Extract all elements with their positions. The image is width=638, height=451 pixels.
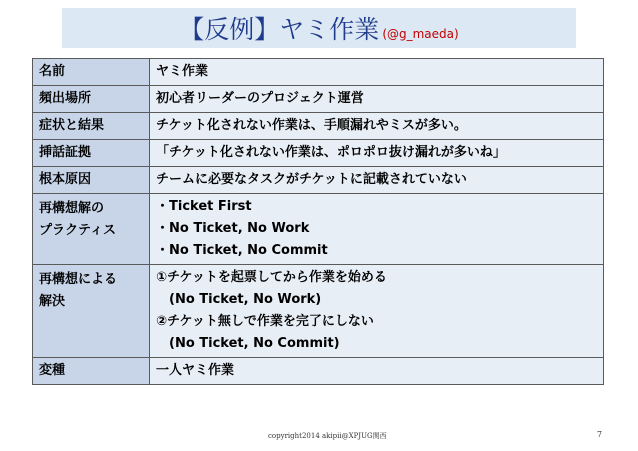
row-value-line: ・Ticket First xyxy=(156,199,252,214)
row-label: 根本原因 xyxy=(33,167,150,194)
slide-title: 【反例】ヤミ作業 xyxy=(179,15,380,44)
row-value-line: ・No Ticket, No Commit xyxy=(156,243,328,258)
row-value-line: ①チケットを起票してから作業を始める xyxy=(156,270,387,285)
copyright-text: copyright2014 akipii@XPJUG関西 xyxy=(268,432,387,440)
row-label xyxy=(33,194,150,265)
row-value-line: ・No Ticket, No Work xyxy=(156,221,310,236)
row-value xyxy=(150,194,604,265)
row-label: 頻出場所 xyxy=(33,86,150,113)
row-value-line: (No Ticket, No Work) xyxy=(156,292,322,307)
row-label: 挿話証拠 xyxy=(33,140,150,167)
slide-author: (@g_maeda) xyxy=(382,27,459,41)
table-row-symptoms xyxy=(33,113,604,140)
table-row-practices xyxy=(33,194,604,265)
row-value: 「チケット化されない作業は、ポロポロ抜け漏れが多いね」 xyxy=(150,140,604,167)
title-container xyxy=(62,8,576,48)
row-label: 変種 xyxy=(33,358,150,385)
table-row-anecdote xyxy=(33,140,604,167)
table-row-variant xyxy=(33,358,604,385)
page-number: 7 xyxy=(597,430,603,439)
table-row-location xyxy=(33,86,604,113)
row-value xyxy=(150,265,604,358)
row-label xyxy=(33,265,150,358)
row-label-line: 再構想による xyxy=(39,272,118,287)
table-row-name xyxy=(33,59,604,86)
row-label-line: 解決 xyxy=(39,294,66,309)
row-value: チケット化されない作業は、手順漏れやミスが多い。 xyxy=(150,113,604,140)
row-value: 一人ヤミ作業 xyxy=(150,358,604,385)
pattern-table xyxy=(32,58,604,385)
row-label: 名前 xyxy=(33,59,150,86)
row-value: チームに必要なタスクがチケットに記載されていない xyxy=(150,167,604,194)
table-row-root-cause xyxy=(33,167,604,194)
table-row-resolution xyxy=(33,265,604,358)
row-value-line: ②チケット無しで作業を完了にしない xyxy=(156,314,374,329)
row-value: 初心者リーダーのプロジェクト運営 xyxy=(150,86,604,113)
row-value: ヤミ作業 xyxy=(150,59,604,86)
row-label-line: 再構想解の xyxy=(39,201,105,216)
row-value-line: (No Ticket, No Commit) xyxy=(156,336,340,351)
row-label: 症状と結果 xyxy=(33,113,150,140)
row-label-line: プラクティス xyxy=(39,223,116,238)
